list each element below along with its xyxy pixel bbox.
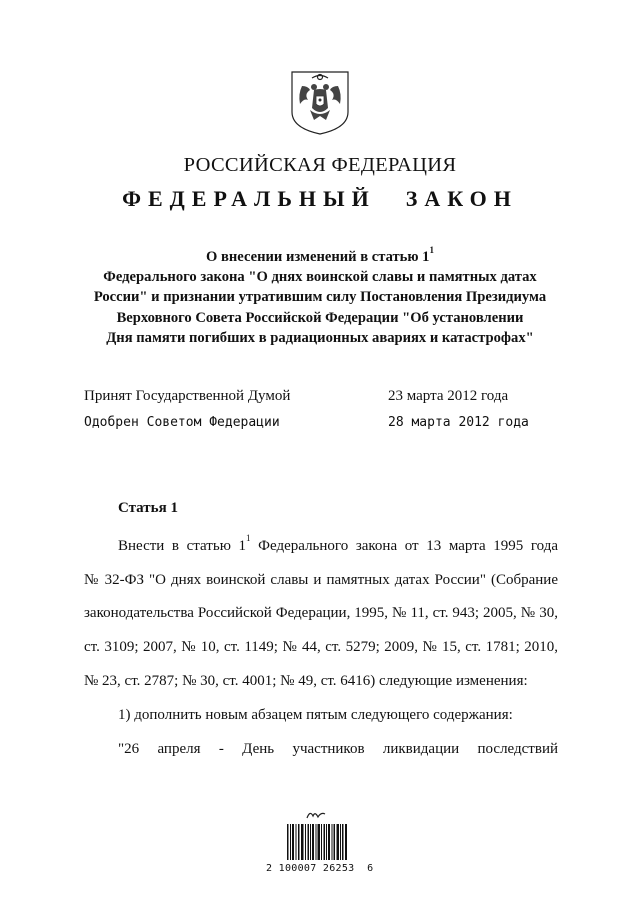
signature-mark-icon	[305, 808, 327, 820]
paragraph-text: Федерального закона от 13 марта 1995 года	[250, 538, 558, 554]
document-type-heading	[0, 186, 640, 212]
barcode-icon	[287, 824, 347, 860]
law-title-line: России" и признании утратившим силу Постановления Президиума	[93, 289, 547, 306]
paragraph-line: № 32-ФЗ "О днях воинской славы и памятных датах России" (Собрание	[84, 572, 558, 588]
law-title-line: Федерального закона "О днях воинской славы и памятных датах	[103, 269, 537, 286]
paragraph-line	[118, 534, 558, 554]
paragraph-text: Внести в статью 1	[118, 538, 247, 554]
document-type-word-2: ЗАКОН	[405, 186, 518, 211]
law-title	[60, 242, 580, 348]
paragraph-line: ст. 3109; 2007, № 10, ст. 1149; № 44, ст. 5279; 2009, № 15, ст. 1781; 2010,	[84, 639, 558, 655]
superscript: 1	[429, 245, 434, 255]
law-title-line: Дня памяти погибших в радиационных авариях и катастрофах"	[106, 330, 534, 347]
document-type-word-1: ФЕДЕРАЛЬНЫЙ	[122, 186, 376, 211]
paragraph-line: № 23, ст. 2787; № 30, ст. 4001; № 49, ст. 6416) следующие изменения:	[84, 673, 528, 689]
coat-of-arms-russia-icon	[288, 68, 352, 136]
adoption-duma-label: Принят Государственной Думой	[84, 388, 291, 404]
law-title-line: Верховного Совета Российской Федерации "Об установлении	[116, 309, 524, 326]
article-heading: Статья 1	[118, 500, 178, 516]
adoption-duma-date: 23 марта 2012 года	[388, 388, 509, 404]
law-title-line	[60, 242, 580, 267]
adoption-council-date: 28 марта 2012 года	[388, 415, 529, 430]
superscript: 1	[246, 533, 251, 543]
adoption-council-label: Одобрен Советом Федерации	[84, 415, 280, 430]
paragraph-line: "26 апреля - День участников ликвидации последствий	[118, 741, 558, 757]
law-title-text: О внесении изменений в статью 1	[206, 248, 430, 265]
barcode-number: 2 100007 26253 6	[266, 863, 374, 874]
paragraph-line: законодательства Российской Федерации, 1995, № 11, ст. 943; 2005, № 30,	[84, 605, 558, 621]
country-heading: РОССИЙСКАЯ ФЕДЕРАЦИЯ	[183, 154, 457, 176]
paragraph-line: 1) дополнить новым абзацем пятым следующего содержания:	[118, 707, 513, 723]
